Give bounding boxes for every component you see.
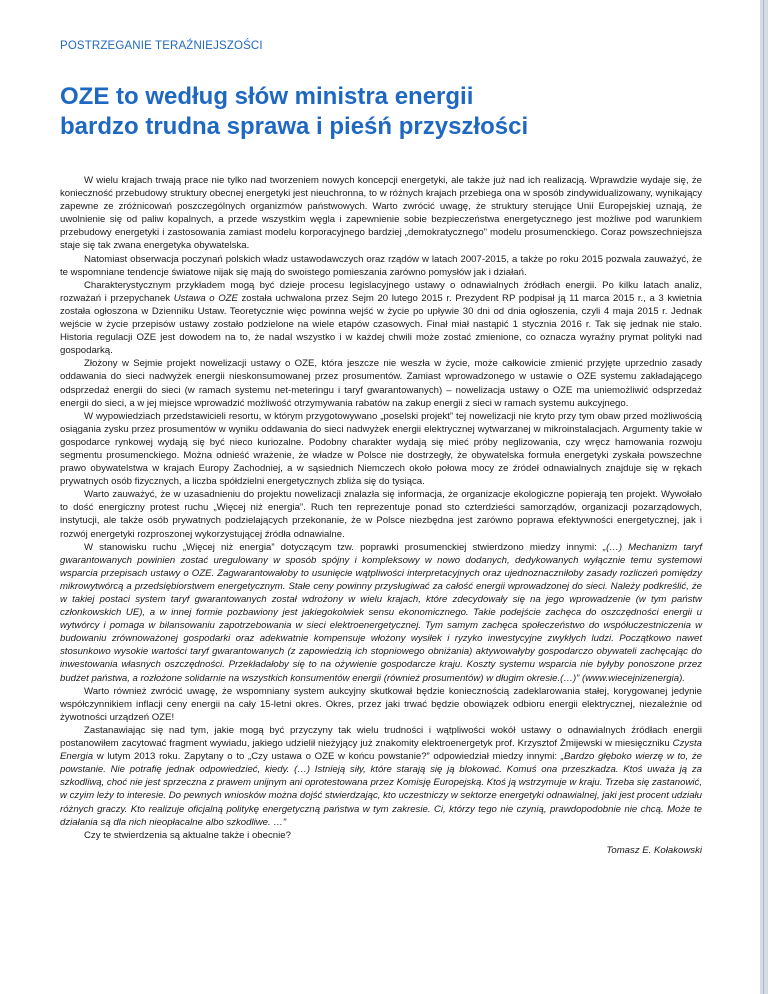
text-run: Zastanawiając się nad tym, jakie mogą być przyczyny tak wielu trudności i wątpliwości wokół ustawy o odnawialnych źródłach energii postanowiłem zacytować fragment wywiadu, jakiego udzielił nieżyjący już znakomity elektroenergetyk prof. Krzysztof Żmijewski w miesięczniku	[60, 724, 702, 750]
author-signature: Tomasz E. Kołakowski	[606, 844, 702, 856]
section-header: POSTRZEGANIE TERAŹNIEJSZOŚCI	[60, 40, 263, 52]
title-line-2: bardzo trudna sprawa i pieśń przyszłości	[60, 113, 529, 140]
paragraph-closing-question: Czy te stwierdzenia są aktualne także i obecnie?	[84, 829, 291, 841]
text-run: została uchwalona przez Sejm 20 lutego 2015 r. Prezydent RP podpisał ją 11 marca 2015 r., a 3 kwietnia została ogłoszona w Dzienniku Ustaw. Teoretycznie więc powinna wejść w życie po upływie 30 dni od dnia ogłoszenia, czyli 4 maja 2015 r. Jednak wejście w życie przepisów ustawy zostało podzielone na wiele etapów czasowych. Finał miał nastąpić 1 stycznia 2016 r. Tak się jednak nie stało. Historia regulacji OZE jest dowodem na to, że nadal wszystko i w każdej chwili może zostać zmienione, co oznacza wyraźny prymat polityki nad gospodarką.	[60, 292, 702, 357]
paragraph-intro: W wielu krajach trwają prace nie tylko nad tworzeniem nowych koncepcji energetyki, ale także już nad ich realizacją. Wprawdzie wydaje się, że konieczność przebudowy struktury obecnej energetyki jest nieuchronna, to w różnych krajach przebiega ona w sposób zindywidualizowany, wynikający zapewne ze zróżnicowań poszczególnych organizmów państwowych. Warto zwrócić uwagę, że struktury sterujące Unii Europejskiej uznają, że uwolnienie się od paliw kopalnych, a przede wszystkim węgla i zapewnienie sobie bezpieczeństwa energetycznego jest możliwe pod warunkiem przebudowy energetyki i zastosowania zamiast modelu korporacyjnego bardziej „demokratycznego” modelu prosumenckiego. Coraz powszechniejsza staje się tak zwana energetyka obywatelska.	[60, 175, 702, 252]
paragraph-observation: Natomiast obserwacja poczynań polskich władz ustawodawczych oraz rządów w latach 2007-2015, a także po roku 2015 pozwala zauważyć, że te wspomniane tendencje światowe nijak się mają do swoistego pomieszania zarówno pomysłów jak i działań.	[60, 253, 702, 278]
article-body	[60, 174, 702, 857]
text-run: W stanowisku ruchu „Więcej niż energia” dotyczącym tzw. poprawki prosumenckiej stwierdzono miedzy innymi:	[84, 541, 603, 553]
page-edge-accent	[763, 0, 764, 994]
paragraph-quote-movement	[60, 541, 702, 685]
text-run: Charakterystycznym przykładem mogą być dzieje procesu legislacyjnego ustawy o odnawialnych źródłach energii. Po kilku latach analiz, rozważań i przepychanek	[60, 279, 702, 304]
paragraph-interview	[60, 724, 702, 829]
text-run: w lutym 2013 roku. Zapytany o to „Czy ustawa o OZE w końcu powstanie?” odpowiedział miedzy innymi:	[93, 751, 561, 763]
article-title	[60, 82, 720, 142]
paragraph-auction: Warto również zwrócić uwagę, że wspomniany system aukcyjny skutkował będzie koniecznością zadeklarowania stałej, korygowanej jedynie współczynnikiem inflacji ceny energii na cały 15-letni okres. Okres, przez jaki trwać będzie obowiązek odbioru energii elektrycznej, niezależnie od żywotności urządzeń OZE!	[60, 685, 702, 723]
page-edge-bar	[760, 0, 768, 994]
title-line-1: OZE to według słów ministra energii	[60, 83, 474, 110]
quote-text: „(…) Mechanizm taryf gwarantowanych powinien zostać uregulowany w sposób spójny i kompleksowy w nowo dodanych, dedykowanych wyłącznie temu systemowi wsparcia przepisach ustawy o OZE. Zagwarantowałoby to usunięcie wątpliwości interpretacyjnych oraz ujednoznaczniłoby zasady rozliczeń pomiędzy mikrowytwórcą a przedsiębiorstwem energetycznym. Stałe ceny powinny przysługiwać za całość energii wprowadzonej do sieci. Należy podkreślić, że w takiej postaci system taryf gwarantowanych został wdrożony w wielu krajach, które zdecydowały się na jego wprowadzenie (w tym państw członkowskich UE), a w innej formie pozbawiony jest jakiegokolwiek sensu ekonomicznego. Takie podejście zachęca do oszczędności energii u wytwórcy i pomaga w bilansowaniu zapotrzebowania w sieci elektroenergetycznej. Tym samym zachęca społeczeństwo do współuczestniczenia w budowaniu zrównoważonej gospodarki oraz adekwatnie kompensuje włożony wysiłek i ryzyko inwestycyjne zwykłych ludzi. Początkowo nawet stosunkowo wysokie wartości taryf gwarantowanych (z zapowiedzią ich stopniowego obniżania) aktywowałyby gospodarczo obywateli zachęcając do inwestowania własnych oszczędności. Przekładałoby się to na ożywienie gospodarcze kraju. Koszty systemu wsparcia nie byłyby ponoszone przez budżet państwa, a rozłożone solidarnie na wszystkich konsumentów energii (również prosumentów) w długim okresie.(…)” (www.wiecejnizenergia).	[60, 541, 702, 684]
magazine-title: Czysta Energia	[60, 738, 702, 763]
paragraph-ministry: W wypowiedziach przedstawicieli resortu, w którym przygotowywano „poselski projekt” tej nowelizacji nie kryto przy tym obaw przed możliwością osiągania zysku przez prosumentów w wyniku oddawania do sieci nadwyżek energii elektrycznej wytwarzanej w mikroinstalacjach. Argumenty takie w gospodarce rynkowej wydają się być nieco kuriozalne. Podobny charakter wydają się mieć próby neglizowania, czy wręcz hamowania rozwoju segmentu prosumenckiego. Można odnieść wrażenie, że władze w Polsce nie dostrzegły, że obywatelska formuła energetyki zyskała powszechne prawo obywatelstwa w krajach Europy Zachodniej, a w sąsiednich Niemczech około połowa mocy ze źródeł odnawialnych znajduje się w rękach prywatnych osób fizycznych, a liczba spółdzielni energetycznych zbliża się do tysiąca.	[60, 410, 702, 488]
quote-text: „Bardzo głęboko wierzę w to, że powstanie. Nie potrafię jednak odpowiedzieć, kiedy. (…) Istnieją siły, które starają się ją blokować. Komuś ona przeszkadza. Ktoś uważa ją za szkodliwą, choć nie jest sprzeczna z prawem unijnym ani oprotestowana przez Komisję Europejską. Ktoś ją wstrzymuje w kraju. Trzeba się zastanowić, w czyim leży to interesie. Do pewnych wniosków można dojść stwierdzając, kto uczestniczy w sektorze energetyki odnawialnej, jaki jest procent udziału różnych graczy. Kto realizuje oficjalną politykę energetyczną państwa w tym zakresie. Ci, którzy tego nie czynią, prawdopodobnie nie chcą. Może te działania są dla nich nieopłacalne albo szkodliwe. …”	[60, 751, 702, 828]
law-title: Ustawa o OZE	[173, 292, 238, 304]
paragraph-legislation	[60, 279, 702, 358]
paragraph-protest: Warto zauważyć, że w uzasadnieniu do projektu nowelizacji znalazła się informacja, że organizacje ekologiczne popierają ten projekt. Wywołało to dość energiczny protest ruchu „Więcej niż energia”. Ruch ten reprezentuje ponad sto czterdzieści samorządów, organizacji pozarządowych, instytucji, ale także osób prywatnych podzielających przekonanie, że w Polsce niezbędna jest zarówno poprawa efektywności energetycznej, jak i rozwój energetyki rozproszonej wykorzystującej źródła odnawialne.	[60, 489, 702, 540]
paragraph-amendment: Złożony w Sejmie projekt nowelizacji ustawy o OZE, która jeszcze nie weszła w życie, może całkowicie zmienić przyjęte uprzednio zasady oddawania do sieci nadwyżek energii nieskonsumowanej przez prosumentów. Zamiast wprowadzonego w ustawie o OZE systemu zakładającego odsprzedaż energii do sieci (w ramach systemu net-meteringu i taryf gwarantowanych) – nowelizacja ustawy o OZE ma uniemożliwić odsprzedaż energii do sieci, a w jej miejsce wprowadzić możliwość otrzymywania rabatów na zakup energii z sieci w ramach systemu aukcyjnego.	[60, 358, 702, 409]
